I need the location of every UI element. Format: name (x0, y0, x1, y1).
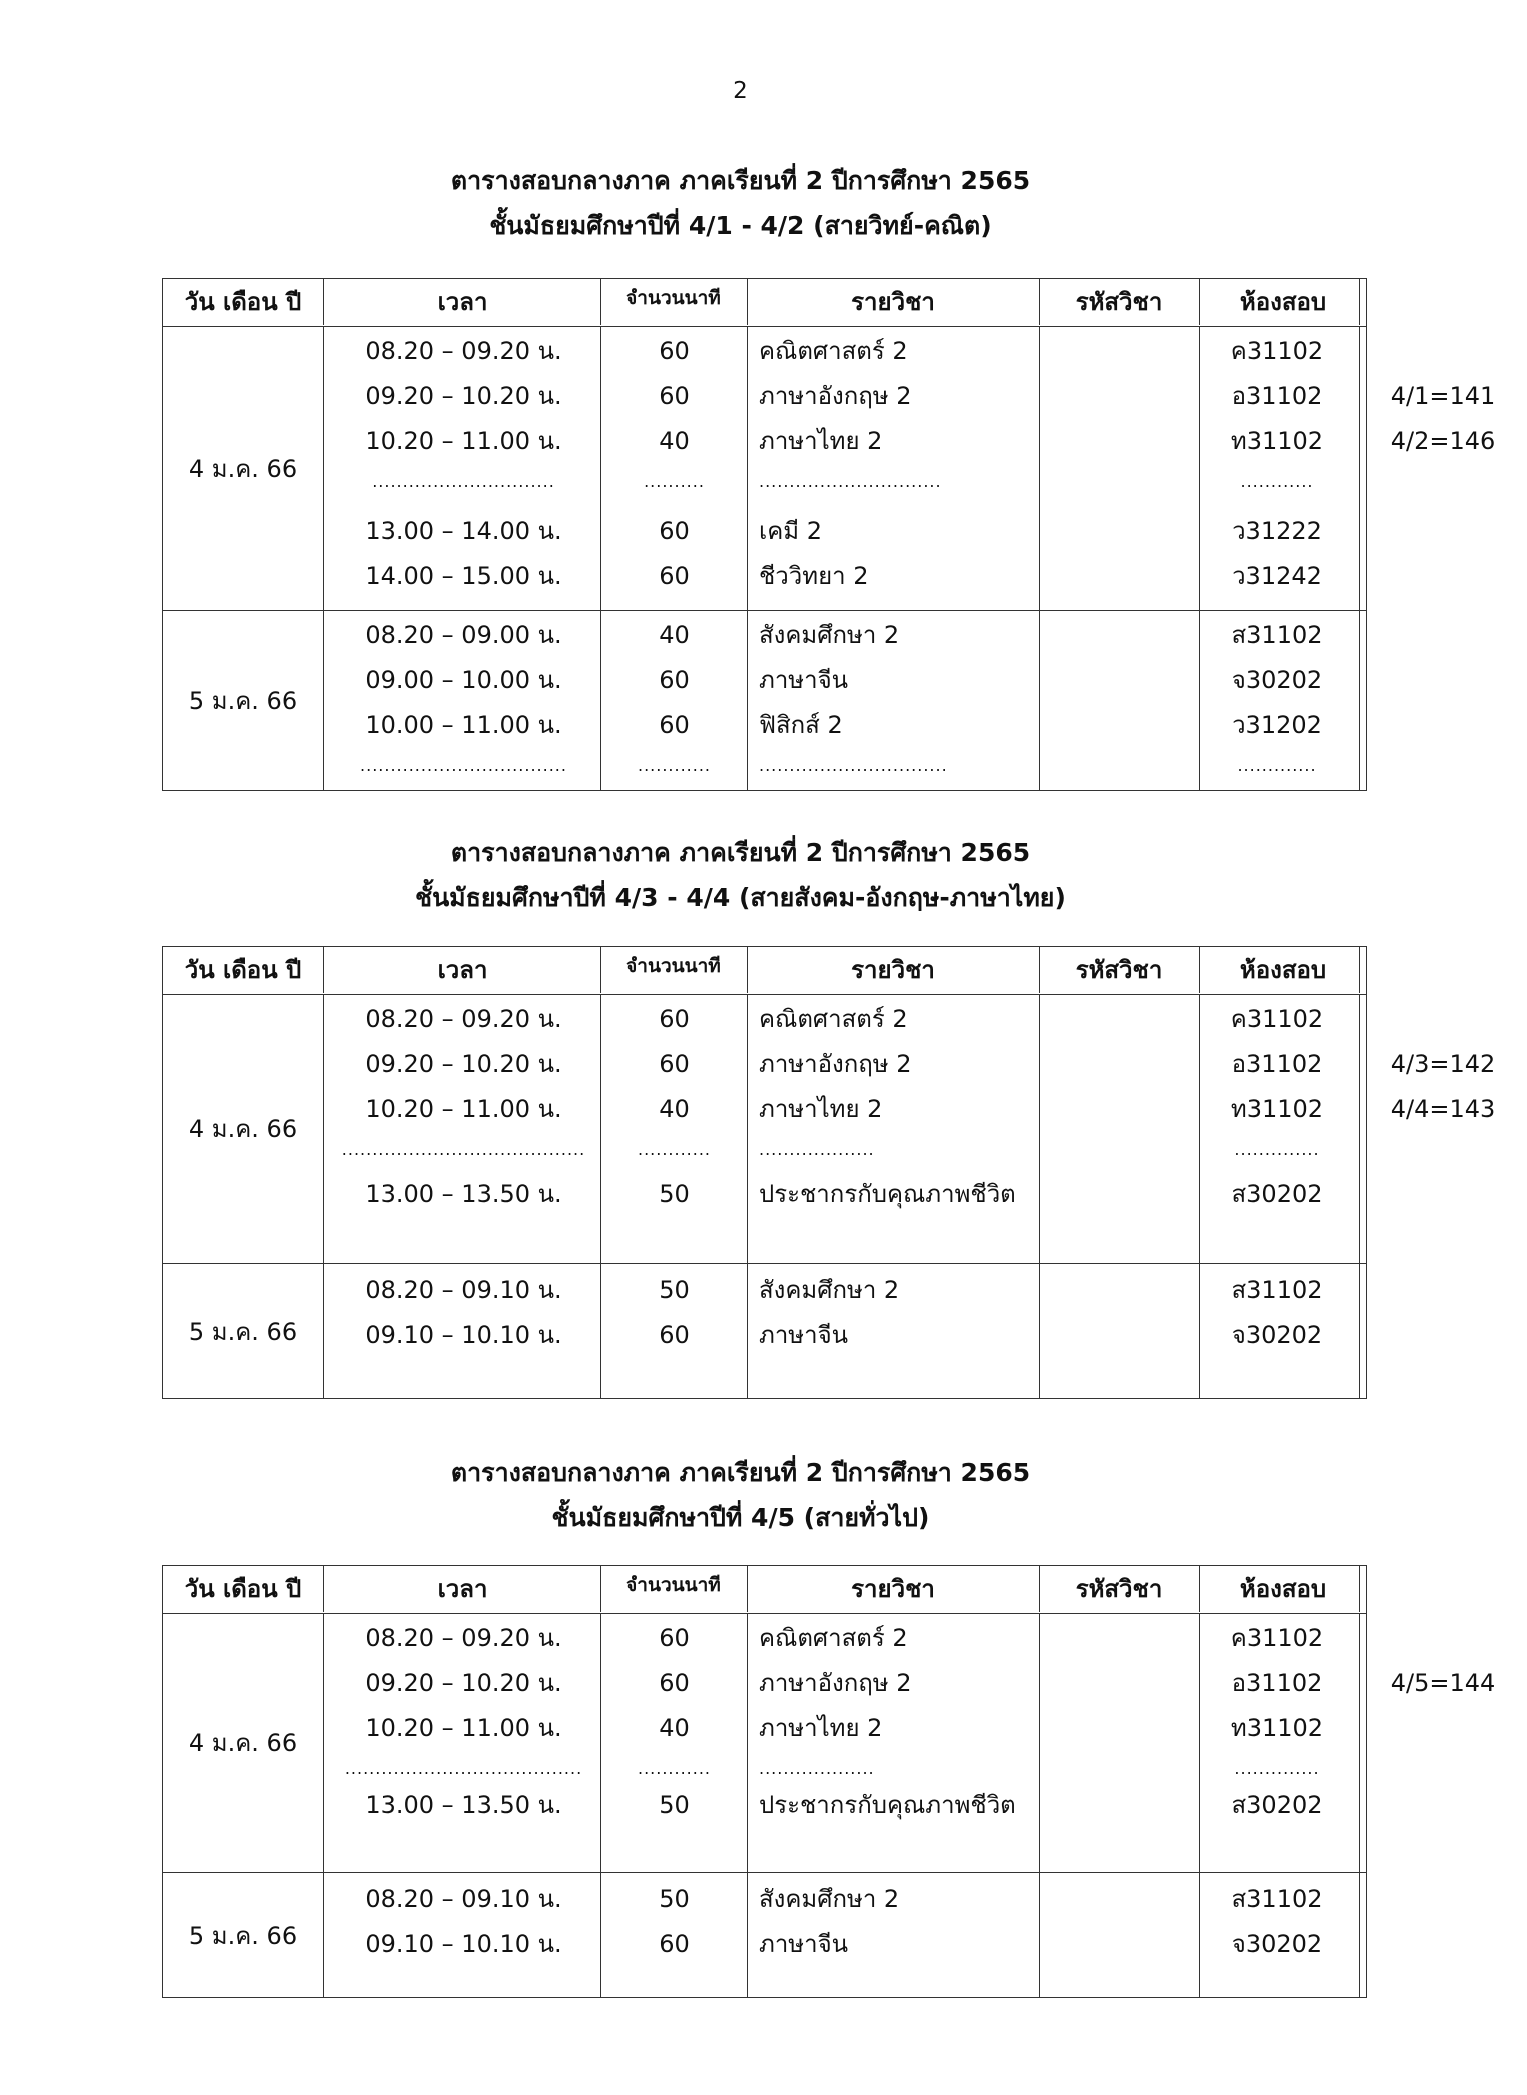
table-row (163, 1127, 1368, 1172)
exam-room (1359, 1616, 1527, 1661)
subject-code: ว31222 (1232, 517, 1322, 545)
exam-time: 10.00 – 11.00 น. (365, 711, 562, 739)
exam-room (1359, 554, 1527, 599)
column-header: รายวิชา (851, 1575, 935, 1603)
schedule-title: ตารางสอบกลางภาค ภาคเรียนที่ 2 ปีการศึกษา 2565 (450, 1458, 1031, 1487)
day-block (163, 995, 1496, 1263)
exam-room (1359, 509, 1527, 554)
exam-time: 10.20 – 11.00 น. (365, 427, 562, 455)
schedule-table (162, 946, 1496, 1399)
table-row (163, 1042, 1496, 1087)
subject-code: ส31102 (1231, 1276, 1323, 1304)
exam-time: ........................................ (341, 1140, 586, 1159)
exam-subject: ............................... (759, 756, 948, 775)
subject-code: ............ (1240, 472, 1314, 491)
exam-room (1359, 1922, 1527, 1967)
exam-room (1359, 613, 1527, 658)
subject-code: ท31102 (1230, 1714, 1324, 1742)
column-divider (1039, 947, 1040, 993)
table-row (163, 329, 1368, 374)
table-row (163, 1922, 1368, 1967)
exam-minutes: 60 (659, 1050, 690, 1078)
column-header: เวลา (437, 288, 488, 316)
exam-subject: ภาษาอังกฤษ 2 (759, 1669, 912, 1697)
table-row (163, 1172, 1368, 1217)
subject-code: ท31102 (1230, 1095, 1324, 1123)
exam-minutes: 60 (659, 1669, 690, 1697)
subject-code: .............. (1234, 1140, 1320, 1159)
subject-code: ส31102 (1231, 1885, 1323, 1913)
table-row (163, 1783, 1368, 1828)
exam-minutes: 60 (659, 711, 690, 739)
column-header: จำนวนนาที (626, 287, 721, 309)
column-divider (1199, 279, 1200, 325)
exam-time: 14.00 – 15.00 น. (365, 562, 562, 590)
column-divider (747, 947, 748, 993)
table-row (163, 1087, 1496, 1132)
table-header-row (163, 279, 1366, 327)
schedule-subtitle: ชั้นมัธยมศึกษาปีที่ 4/3 - 4/4 (สายสังคม-อังกฤษ-ภาษาไทย) (415, 883, 1066, 912)
exam-time: 13.00 – 13.50 น. (365, 1180, 562, 1208)
column-divider (323, 279, 324, 325)
table-header-row (163, 947, 1366, 995)
exam-minutes: 40 (659, 621, 690, 649)
exam-subject: ภาษาไทย 2 (759, 1714, 883, 1742)
exam-minutes: ............ (637, 756, 712, 775)
column-header: เวลา (437, 1575, 488, 1603)
column-header: ห้องสอบ (1239, 956, 1327, 984)
column-header: รหัสวิชา (1075, 1575, 1163, 1603)
exam-room (1359, 658, 1527, 703)
table-row (163, 1616, 1368, 1661)
subject-code: จ30202 (1231, 1321, 1323, 1349)
subject-code: ว31202 (1232, 711, 1322, 739)
exam-subject: ชีววิทยา 2 (759, 562, 869, 590)
exam-subject: คณิตศาสตร์ 2 (759, 337, 908, 365)
schedule-table (162, 278, 1496, 791)
exam-subject: คณิตศาสตร์ 2 (759, 1005, 908, 1033)
column-divider (1039, 1566, 1040, 1612)
column-header: รหัสวิชา (1075, 956, 1163, 984)
exam-date: 5 ม.ค. 66 (188, 1921, 298, 1950)
exam-time: 10.20 – 11.00 น. (365, 1095, 562, 1123)
column-header: รายวิชา (851, 956, 935, 984)
column-divider (600, 1566, 601, 1612)
column-divider (1359, 279, 1360, 325)
column-divider (600, 279, 601, 325)
exam-minutes: ............ (637, 1140, 712, 1159)
table-row (163, 509, 1368, 554)
exam-subject: ภาษาจีน (759, 1321, 849, 1349)
exam-subject: ................... (759, 1759, 875, 1778)
exam-minutes: 40 (659, 1714, 690, 1742)
day-block (163, 1614, 1496, 1872)
column-header: จำนวนนาที (626, 1574, 721, 1596)
exam-room (1359, 997, 1527, 1042)
exam-time: 09.20 – 10.20 น. (365, 1669, 562, 1697)
subject-code: ท31102 (1230, 427, 1324, 455)
exam-time: .............................. (372, 472, 555, 491)
exam-room (1359, 1706, 1527, 1751)
table-header-row (163, 1566, 1366, 1614)
exam-minutes: 60 (659, 382, 690, 410)
exam-time: 09.10 – 10.10 น. (365, 1930, 562, 1958)
subject-code: .............. (1234, 1759, 1320, 1778)
table-row (163, 459, 1368, 504)
exam-room: 4/2=146 (1390, 427, 1496, 455)
exam-room: 4/3=142 (1390, 1050, 1496, 1078)
subject-code: จ30202 (1231, 666, 1323, 694)
table-row (163, 1706, 1368, 1751)
exam-subject: สังคมศึกษา 2 (759, 1276, 900, 1304)
exam-room (1359, 703, 1527, 748)
column-divider (1359, 1566, 1360, 1612)
table-row (163, 997, 1368, 1042)
column-header: เวลา (437, 956, 488, 984)
day-block (163, 327, 1496, 610)
exam-subject: ภาษาไทย 2 (759, 427, 883, 455)
exam-time: 08.20 – 09.00 น. (365, 621, 562, 649)
exam-subject: ภาษาอังกฤษ 2 (759, 382, 912, 410)
exam-date: 5 ม.ค. 66 (188, 687, 298, 715)
exam-minutes: 50 (659, 1180, 690, 1208)
schedule-title: ตารางสอบกลางภาค ภาคเรียนที่ 2 ปีการศึกษา 2565 (450, 166, 1031, 195)
table-row (163, 1313, 1368, 1358)
exam-minutes: 60 (659, 1321, 690, 1349)
exam-minutes: 40 (659, 427, 690, 455)
column-divider (600, 947, 601, 993)
exam-room (1359, 1172, 1527, 1217)
column-divider (323, 947, 324, 993)
subject-code: ............. (1237, 756, 1317, 775)
exam-date: 5 ม.ค. 66 (188, 1317, 298, 1346)
exam-subject: .............................. (759, 472, 942, 491)
subject-code: ค31102 (1230, 337, 1324, 365)
column-divider (1199, 1566, 1200, 1612)
table-row (163, 419, 1496, 464)
subject-code: ค31102 (1230, 1005, 1324, 1033)
exam-subject: เคมี 2 (759, 517, 822, 545)
exam-date: 4 ม.ค. 66 (188, 1729, 298, 1757)
exam-subject: ฟิสิกส์ 2 (759, 711, 843, 739)
table-row (163, 1661, 1496, 1706)
table-row (163, 613, 1368, 658)
table-row (163, 1268, 1368, 1313)
column-divider (1199, 947, 1200, 993)
exam-subject: ภาษาจีน (759, 666, 849, 694)
day-block (163, 1263, 1366, 1398)
exam-minutes: 60 (659, 1624, 690, 1652)
exam-room (1359, 329, 1527, 374)
column-divider (747, 1566, 748, 1612)
exam-subject: ประชากรกับคุณภาพชีวิต (759, 1791, 1016, 1819)
exam-room (1359, 1268, 1527, 1313)
day-block (163, 1872, 1366, 1997)
exam-room (1359, 1783, 1527, 1828)
subject-code: ส31102 (1231, 621, 1323, 649)
column-header: ห้องสอบ (1239, 288, 1327, 316)
exam-room (1359, 1127, 1527, 1172)
exam-room (1359, 459, 1527, 504)
exam-room: 4/1=141 (1390, 382, 1496, 410)
column-header: จำนวนนาที (626, 955, 721, 977)
column-header: รหัสวิชา (1075, 288, 1163, 316)
exam-time: .................................. (360, 756, 567, 775)
exam-time: ....................................... (344, 1759, 583, 1778)
exam-room (1359, 743, 1527, 788)
column-divider (323, 1566, 324, 1612)
subject-code: ค31102 (1230, 1624, 1324, 1652)
exam-subject: ................... (759, 1140, 875, 1159)
exam-minutes: 40 (659, 1095, 690, 1123)
subject-code: ว31242 (1232, 562, 1322, 590)
exam-time: 09.20 – 10.20 น. (365, 382, 562, 410)
exam-subject: ภาษาอังกฤษ 2 (759, 1050, 912, 1078)
exam-room: 4/4=143 (1390, 1095, 1496, 1123)
exam-time: 09.10 – 10.10 น. (365, 1321, 562, 1349)
exam-minutes: 60 (659, 1930, 690, 1958)
exam-time: 09.00 – 10.00 น. (365, 666, 562, 694)
exam-subject: คณิตศาสตร์ 2 (759, 1624, 908, 1652)
exam-subject: สังคมศึกษา 2 (759, 621, 900, 649)
exam-time: 10.20 – 11.00 น. (365, 1714, 562, 1742)
exam-room: 4/5=144 (1390, 1669, 1496, 1697)
table-row (163, 743, 1368, 788)
column-divider (1359, 947, 1360, 993)
exam-room (1359, 1313, 1527, 1358)
column-header: ห้องสอบ (1239, 1575, 1327, 1603)
exam-subject: สังคมศึกษา 2 (759, 1885, 900, 1913)
column-header: วัน เดือน ปี (184, 288, 302, 316)
subject-code: อ31102 (1231, 382, 1323, 410)
exam-minutes: 50 (659, 1885, 690, 1913)
subject-code: อ31102 (1231, 1669, 1323, 1697)
page-number: 2 (733, 78, 748, 104)
exam-minutes: 60 (659, 1005, 690, 1033)
schedule-title: ตารางสอบกลางภาค ภาคเรียนที่ 2 ปีการศึกษา 2565 (450, 838, 1031, 867)
exam-minutes: 50 (659, 1276, 690, 1304)
column-header: วัน เดือน ปี (184, 1575, 302, 1603)
schedule-subtitle: ชั้นมัธยมศึกษาปีที่ 4/1 - 4/2 (สายวิทย์-คณิต) (489, 211, 992, 240)
exam-subject: ประชากรกับคุณภาพชีวิต (759, 1180, 1016, 1208)
exam-time: 08.20 – 09.10 น. (365, 1276, 562, 1304)
exam-time: 13.00 – 14.00 น. (365, 517, 562, 545)
table-row (163, 703, 1368, 748)
column-header: วัน เดือน ปี (184, 956, 302, 984)
column-divider (1039, 279, 1040, 325)
schedule-subtitle: ชั้นมัธยมศึกษาปีที่ 4/5 (สายทั่วไป) (551, 1503, 930, 1532)
exam-time: 08.20 – 09.20 น. (365, 337, 562, 365)
exam-minutes: 60 (659, 337, 690, 365)
exam-minutes: 50 (659, 1791, 690, 1819)
exam-minutes: .......... (644, 472, 705, 491)
exam-date: 4 ม.ค. 66 (188, 454, 298, 483)
table-row (163, 1877, 1368, 1922)
table-row (163, 374, 1496, 419)
table-row (163, 658, 1368, 703)
exam-minutes: 60 (659, 666, 690, 694)
column-header: รายวิชา (851, 288, 935, 316)
subject-code: อ31102 (1231, 1050, 1323, 1078)
exam-time: 08.20 – 09.20 น. (365, 1624, 562, 1652)
exam-subject: ภาษาไทย 2 (759, 1095, 883, 1123)
exam-time: 13.00 – 13.50 น. (365, 1791, 562, 1819)
subject-code: ส30202 (1231, 1791, 1323, 1819)
exam-time: 09.20 – 10.20 น. (365, 1050, 562, 1078)
exam-room (1359, 1877, 1527, 1922)
exam-time: 08.20 – 09.20 น. (365, 1005, 562, 1033)
day-block (163, 610, 1366, 790)
exam-minutes: ............ (637, 1759, 712, 1778)
schedule-table (162, 1565, 1496, 1998)
subject-code: ส30202 (1231, 1180, 1323, 1208)
exam-time: 08.20 – 09.10 น. (365, 1885, 562, 1913)
exam-minutes: 60 (659, 517, 690, 545)
exam-minutes: 60 (659, 562, 690, 590)
exam-date: 4 ม.ค. 66 (188, 1115, 298, 1143)
subject-code: จ30202 (1231, 1930, 1323, 1958)
column-divider (747, 279, 748, 325)
exam-subject: ภาษาจีน (759, 1930, 849, 1958)
table-row (163, 554, 1368, 599)
